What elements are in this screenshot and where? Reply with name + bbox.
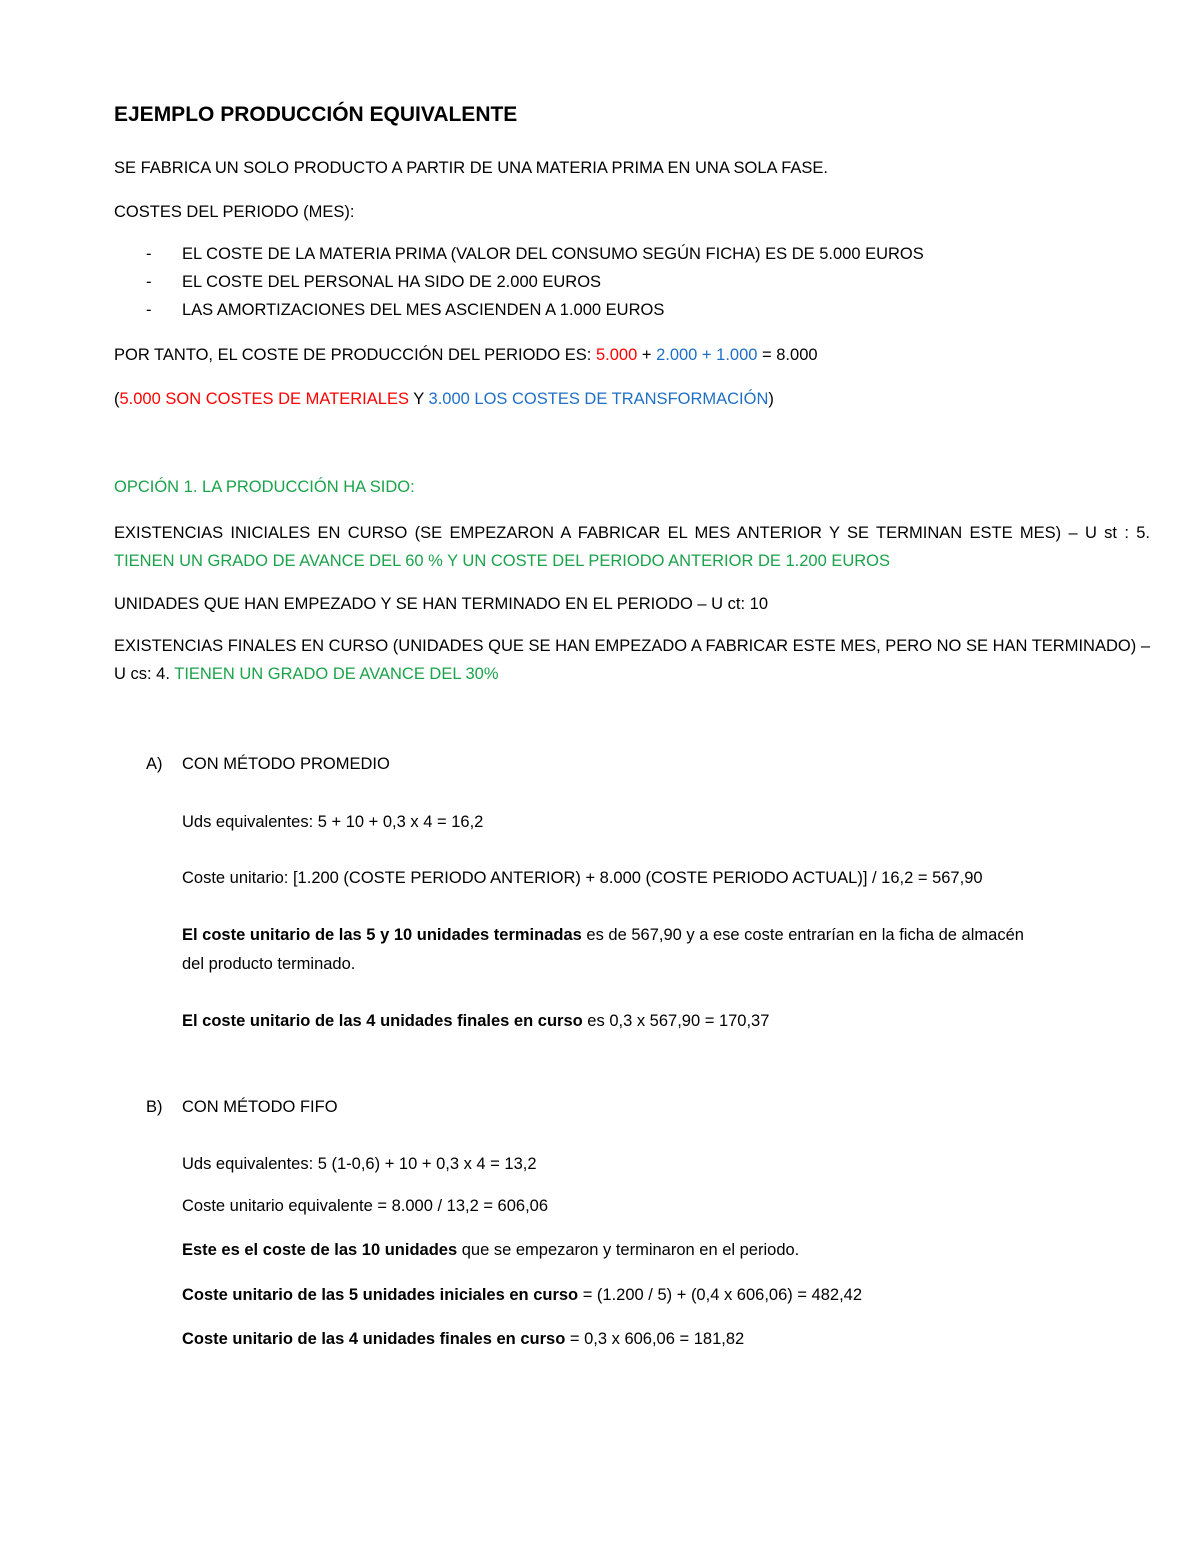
- list-item: EL COSTE DE LA MATERIA PRIMA (VALOR DEL CONSUMO SEGÚN FICHA) ES DE 5.000 EUROS: [182, 245, 924, 263]
- section-b-final-rest: = 0,3 x 606,06 = 181,82: [565, 1330, 745, 1348]
- section-b-final-cost: [182, 1329, 744, 1349]
- units-started-finished: UNIDADES QUE HAN EMPEZADO Y SE HAN TERMINADO EN EL PERIODO – U ct: 10: [114, 595, 769, 613]
- section-b-final-bold: Coste unitario de las 4 unidades finales en curso: [182, 1330, 566, 1348]
- initial-stock-progress: TIENEN UN GRADO DE AVANCE DEL 60 % Y UN COSTE DEL PERIODO ANTERIOR DE 1.200 EUROS: [114, 552, 891, 570]
- initial-stock-text: EXISTENCIAS INICIALES EN CURSO (SE EMPEZARON A FABRICAR EL MES ANTERIOR Y SE TERMINAN ESTE MES) – U st : 5.: [114, 524, 1150, 542]
- section-b-ten-bold: Este es el coste de las 10 unidades: [182, 1241, 458, 1259]
- section-b-title: CON MÉTODO FIFO: [182, 1098, 338, 1116]
- section-a-finished-cost-cont: del producto terminado.: [182, 955, 356, 973]
- section-a-title: CON MÉTODO PROMEDIO: [182, 755, 390, 773]
- section-b-equivalent-units: Uds equivalentes: 5 (1-0,6) + 10 + 0,3 x 4 = 13,2: [182, 1155, 537, 1173]
- document-title: EJEMPLO PRODUCCIÓN EQUIVALENTE: [114, 103, 518, 126]
- final-stock-text: EXISTENCIAS FINALES EN CURSO (UNIDADES QUE SE HAN EMPEZADO A FABRICAR ESTE MES, PERO NO SE HAN TERMINADO) – U cs: 4.: [114, 637, 1150, 683]
- conjunction: Y: [408, 390, 429, 408]
- costs-heading: COSTES DEL PERIODO (MES):: [114, 203, 355, 221]
- option-heading: OPCIÓN 1. LA PRODUCCIÓN HA SIDO:: [114, 478, 415, 496]
- material-costs-text: 5.000 SON COSTES DE MATERIALES: [119, 390, 409, 408]
- section-b-unit-cost: Coste unitario equivalente = 8.000 / 13,2 = 606,06: [182, 1197, 549, 1215]
- section-a-equivalent-units: Uds equivalentes: 5 + 10 + 0,3 x 4 = 16,2: [182, 813, 484, 831]
- total-cost-line: [114, 345, 818, 365]
- section-a-final-bold: El coste unitario de las 4 unidades finales en curso: [182, 1012, 583, 1030]
- section-b-initial-bold: Coste unitario de las 5 unidades iniciales en curso: [182, 1286, 579, 1304]
- transformation-cost-values: 2.000 + 1.000: [656, 346, 758, 364]
- section-b-ten-rest: que se empezaron y terminaron en el periodo.: [457, 1241, 800, 1259]
- section-a-finished-bold: El coste unitario de las 5 y 10 unidades terminadas: [182, 926, 582, 944]
- open-paren: (: [114, 390, 120, 408]
- initial-stock-paragraph: [114, 519, 1150, 575]
- material-cost-value: 5.000: [595, 346, 638, 364]
- section-a-finished-rest: es de 567,90 y a ese coste entrarían en la ficha de almacén: [581, 926, 1024, 944]
- transformation-costs-text: 3.000 LOS COSTES DE TRANSFORMACIÓN: [428, 390, 769, 408]
- final-stock-progress: TIENEN UN GRADO DE AVANCE DEL 30%: [174, 665, 499, 683]
- section-b-label: B): [146, 1098, 163, 1116]
- bullet-marker: -: [146, 273, 152, 291]
- total-prefix: POR TANTO, EL COSTE DE PRODUCCIÓN DEL PERIODO ES:: [114, 346, 596, 364]
- section-b-ten-units: [182, 1240, 799, 1260]
- section-b-initial-cost: [182, 1285, 862, 1305]
- section-b-initial-rest: = (1.200 / 5) + (0,4 x 606,06) = 482,42: [578, 1286, 863, 1304]
- cost-split-line: [114, 389, 774, 409]
- bullet-marker: -: [146, 245, 152, 263]
- bullet-marker: -: [146, 301, 152, 319]
- total-suffix: = 8.000: [757, 346, 818, 364]
- section-a-label: A): [146, 755, 163, 773]
- section-a-final-rest: es 0,3 x 567,90 = 170,37: [582, 1012, 770, 1030]
- plus-sign: +: [637, 346, 657, 364]
- list-item: EL COSTE DEL PERSONAL HA SIDO DE 2.000 EUROS: [182, 273, 602, 291]
- section-a-unit-cost: Coste unitario: [1.200 (COSTE PERIODO ANTERIOR) + 8.000 (COSTE PERIODO ACTUAL)] / 16,2 = 567,90: [182, 869, 983, 887]
- section-a-final-cost: [182, 1011, 769, 1031]
- section-a-finished-cost: [182, 925, 1024, 945]
- list-item: LAS AMORTIZACIONES DEL MES ASCIENDEN A 1.000 EUROS: [182, 301, 665, 319]
- intro-text: SE FABRICA UN SOLO PRODUCTO A PARTIR DE UNA MATERIA PRIMA EN UNA SOLA FASE.: [114, 159, 828, 177]
- final-stock-paragraph: [114, 632, 1150, 688]
- close-paren: ): [768, 390, 774, 408]
